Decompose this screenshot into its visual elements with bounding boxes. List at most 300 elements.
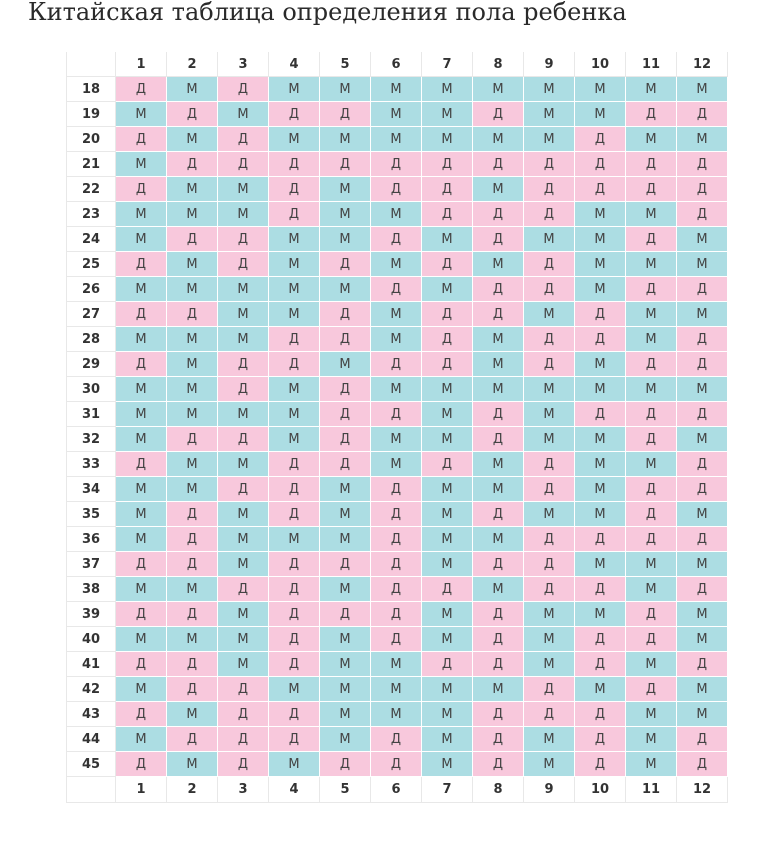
table-row	[66, 652, 728, 677]
month-footer: 3	[218, 777, 269, 803]
girl-cell: Д	[320, 602, 371, 627]
girl-cell: Д	[116, 652, 167, 677]
boy-cell: М	[371, 302, 422, 327]
boy-cell: М	[218, 552, 269, 577]
girl-cell: Д	[422, 177, 473, 202]
table-row	[66, 702, 728, 727]
boy-cell: М	[473, 352, 524, 377]
month-footer: 2	[167, 777, 218, 803]
girl-cell: Д	[320, 152, 371, 177]
girl-cell: Д	[269, 102, 320, 127]
girl-cell: Д	[167, 677, 218, 702]
girl-cell: Д	[269, 502, 320, 527]
boy-cell: М	[218, 102, 269, 127]
boy-cell: М	[269, 277, 320, 302]
table-row	[66, 152, 728, 177]
boy-cell: М	[422, 727, 473, 752]
age-cell: 43	[66, 702, 116, 727]
age-cell: 23	[66, 202, 116, 227]
girl-cell: Д	[524, 352, 575, 377]
table-row	[66, 302, 728, 327]
girl-cell: Д	[116, 302, 167, 327]
girl-cell: Д	[677, 277, 728, 302]
month-header: 7	[422, 52, 473, 77]
age-cell: 30	[66, 377, 116, 402]
boy-cell: М	[218, 652, 269, 677]
boy-cell: М	[116, 227, 167, 252]
girl-cell: Д	[626, 352, 677, 377]
month-header: 2	[167, 52, 218, 77]
girl-cell: Д	[626, 502, 677, 527]
boy-cell: М	[626, 652, 677, 677]
boy-cell: М	[167, 752, 218, 777]
age-cell: 36	[66, 527, 116, 552]
boy-cell: М	[218, 402, 269, 427]
boy-cell: М	[218, 602, 269, 627]
girl-cell: Д	[320, 302, 371, 327]
table-row	[66, 752, 728, 777]
boy-cell: М	[524, 602, 575, 627]
boy-cell: М	[473, 177, 524, 202]
table-row	[66, 127, 728, 152]
girl-cell: Д	[218, 227, 269, 252]
boy-cell: М	[371, 102, 422, 127]
boy-cell: М	[116, 727, 167, 752]
girl-cell: Д	[473, 427, 524, 452]
girl-cell: Д	[677, 202, 728, 227]
girl-cell: Д	[677, 327, 728, 352]
boy-cell: М	[218, 502, 269, 527]
boy-cell: М	[575, 77, 626, 102]
boy-cell: М	[167, 377, 218, 402]
girl-cell: Д	[371, 752, 422, 777]
girl-cell: Д	[320, 452, 371, 477]
girl-cell: Д	[575, 752, 626, 777]
girl-cell: Д	[626, 477, 677, 502]
girl-cell: Д	[473, 752, 524, 777]
boy-cell: М	[626, 702, 677, 727]
boy-cell: М	[371, 452, 422, 477]
girl-cell: Д	[524, 152, 575, 177]
girl-cell: Д	[167, 427, 218, 452]
table-row	[66, 102, 728, 127]
boy-cell: М	[116, 202, 167, 227]
boy-cell: М	[575, 102, 626, 127]
boy-cell: М	[116, 527, 167, 552]
boy-cell: М	[422, 477, 473, 502]
boy-cell: М	[116, 627, 167, 652]
month-footer: 5	[320, 777, 371, 803]
girl-cell: Д	[524, 327, 575, 352]
girl-cell: Д	[371, 277, 422, 302]
girl-cell: Д	[473, 652, 524, 677]
table-row	[66, 577, 728, 602]
boy-cell: М	[320, 577, 371, 602]
boy-cell: М	[524, 502, 575, 527]
girl-cell: Д	[116, 552, 167, 577]
girl-cell: Д	[677, 527, 728, 552]
boy-cell: М	[218, 177, 269, 202]
boy-cell: М	[677, 627, 728, 652]
girl-cell: Д	[371, 352, 422, 377]
girl-cell: Д	[218, 577, 269, 602]
girl-cell: Д	[269, 327, 320, 352]
boy-cell: М	[575, 477, 626, 502]
girl-cell: Д	[524, 552, 575, 577]
girl-cell: Д	[116, 352, 167, 377]
table-row	[66, 377, 728, 402]
girl-cell: Д	[167, 302, 218, 327]
age-cell: 38	[66, 577, 116, 602]
boy-cell: М	[575, 252, 626, 277]
age-cell: 34	[66, 477, 116, 502]
boy-cell: М	[167, 702, 218, 727]
girl-cell: Д	[116, 177, 167, 202]
girl-cell: Д	[473, 202, 524, 227]
boy-cell: М	[320, 677, 371, 702]
table-row	[66, 202, 728, 227]
girl-cell: Д	[371, 502, 422, 527]
girl-cell: Д	[422, 152, 473, 177]
girl-cell: Д	[626, 677, 677, 702]
table-row	[66, 602, 728, 627]
table-row	[66, 677, 728, 702]
boy-cell: М	[320, 127, 371, 152]
month-footer: 10	[575, 777, 626, 803]
boy-cell: М	[167, 277, 218, 302]
boy-cell: М	[626, 752, 677, 777]
boy-cell: М	[575, 202, 626, 227]
age-cell: 42	[66, 677, 116, 702]
girl-cell: Д	[422, 202, 473, 227]
boy-cell: М	[575, 277, 626, 302]
boy-cell: М	[371, 77, 422, 102]
girl-cell: Д	[473, 702, 524, 727]
month-header: 4	[269, 52, 320, 77]
month-header: 8	[473, 52, 524, 77]
girl-cell: Д	[677, 452, 728, 477]
boy-cell: М	[473, 377, 524, 402]
page-title: Китайская таблица определения пола ребенка	[28, 0, 627, 26]
boy-cell: М	[575, 227, 626, 252]
girl-cell: Д	[524, 277, 575, 302]
boy-cell: М	[626, 202, 677, 227]
age-cell: 21	[66, 152, 116, 177]
girl-cell: Д	[677, 477, 728, 502]
girl-cell: Д	[167, 227, 218, 252]
month-footer: 9	[524, 777, 575, 803]
boy-cell: М	[677, 127, 728, 152]
corner-cell	[66, 777, 116, 803]
girl-cell: Д	[218, 252, 269, 277]
table-row	[66, 277, 728, 302]
boy-cell: М	[473, 127, 524, 152]
boy-cell: М	[167, 177, 218, 202]
boy-cell: М	[677, 77, 728, 102]
girl-cell: Д	[677, 402, 728, 427]
girl-cell: Д	[677, 352, 728, 377]
month-footer: 11	[626, 777, 677, 803]
table-row	[66, 627, 728, 652]
boy-cell: М	[371, 652, 422, 677]
boy-cell: М	[320, 702, 371, 727]
boy-cell: М	[422, 127, 473, 152]
boy-cell: М	[422, 627, 473, 652]
girl-cell: Д	[524, 202, 575, 227]
boy-cell: М	[320, 352, 371, 377]
boy-cell: М	[626, 302, 677, 327]
boy-cell: М	[524, 302, 575, 327]
girl-cell: Д	[422, 252, 473, 277]
boy-cell: М	[473, 77, 524, 102]
boy-cell: М	[626, 727, 677, 752]
boy-cell: М	[575, 552, 626, 577]
boy-cell: М	[524, 127, 575, 152]
boy-cell: М	[422, 602, 473, 627]
girl-cell: Д	[269, 602, 320, 627]
boy-cell: М	[422, 677, 473, 702]
boy-cell: М	[218, 627, 269, 652]
month-header-row	[66, 52, 728, 77]
girl-cell: Д	[320, 402, 371, 427]
table-row	[66, 527, 728, 552]
table-row	[66, 552, 728, 577]
girl-cell: Д	[218, 727, 269, 752]
boy-cell: М	[524, 402, 575, 427]
girl-cell: Д	[422, 652, 473, 677]
girl-cell: Д	[269, 352, 320, 377]
age-cell: 18	[66, 77, 116, 102]
girl-cell: Д	[524, 527, 575, 552]
boy-cell: М	[422, 527, 473, 552]
boy-cell: М	[218, 202, 269, 227]
boy-cell: М	[320, 77, 371, 102]
boy-cell: М	[422, 502, 473, 527]
girl-cell: Д	[473, 152, 524, 177]
girl-cell: Д	[371, 552, 422, 577]
table-footer	[66, 777, 728, 803]
girl-cell: Д	[524, 677, 575, 702]
boy-cell: М	[575, 602, 626, 627]
boy-cell: М	[269, 127, 320, 152]
month-header: 11	[626, 52, 677, 77]
boy-cell: М	[473, 327, 524, 352]
girl-cell: Д	[473, 227, 524, 252]
girl-cell: Д	[626, 402, 677, 427]
girl-cell: Д	[422, 452, 473, 477]
boy-cell: М	[677, 677, 728, 702]
boy-cell: М	[626, 577, 677, 602]
boy-cell: М	[677, 427, 728, 452]
boy-cell: М	[371, 377, 422, 402]
girl-cell: Д	[677, 152, 728, 177]
age-cell: 26	[66, 277, 116, 302]
girl-cell: Д	[473, 277, 524, 302]
age-cell: 24	[66, 227, 116, 252]
boy-cell: М	[677, 552, 728, 577]
girl-cell: Д	[320, 102, 371, 127]
girl-cell: Д	[218, 352, 269, 377]
girl-cell: Д	[575, 402, 626, 427]
boy-cell: М	[269, 227, 320, 252]
boy-cell: М	[677, 702, 728, 727]
girl-cell: Д	[218, 152, 269, 177]
boy-cell: М	[575, 452, 626, 477]
girl-cell: Д	[626, 277, 677, 302]
boy-cell: М	[116, 327, 167, 352]
girl-cell: Д	[473, 727, 524, 752]
boy-cell: М	[371, 427, 422, 452]
month-footer: 12	[677, 777, 728, 803]
boy-cell: М	[422, 102, 473, 127]
boy-cell: М	[575, 677, 626, 702]
table-row	[66, 477, 728, 502]
girl-cell: Д	[320, 752, 371, 777]
girl-cell: Д	[218, 702, 269, 727]
table-row	[66, 352, 728, 377]
boy-cell: М	[167, 127, 218, 152]
girl-cell: Д	[473, 627, 524, 652]
boy-cell: М	[320, 652, 371, 677]
girl-cell: Д	[575, 152, 626, 177]
boy-cell: М	[422, 377, 473, 402]
girl-cell: Д	[677, 577, 728, 602]
girl-cell: Д	[371, 602, 422, 627]
table-row	[66, 727, 728, 752]
girl-cell: Д	[269, 727, 320, 752]
month-header: 3	[218, 52, 269, 77]
girl-cell: Д	[524, 252, 575, 277]
boy-cell: М	[524, 102, 575, 127]
boy-cell: М	[218, 452, 269, 477]
age-cell: 22	[66, 177, 116, 202]
boy-cell: М	[677, 377, 728, 402]
girl-cell: Д	[677, 102, 728, 127]
boy-cell: М	[320, 227, 371, 252]
boy-cell: М	[167, 202, 218, 227]
boy-cell: М	[269, 402, 320, 427]
boy-cell: М	[269, 527, 320, 552]
boy-cell: М	[677, 602, 728, 627]
boy-cell: М	[626, 552, 677, 577]
boy-cell: М	[167, 577, 218, 602]
girl-cell: Д	[218, 127, 269, 152]
age-cell: 35	[66, 502, 116, 527]
girl-cell: Д	[167, 552, 218, 577]
girl-cell: Д	[269, 177, 320, 202]
table-row	[66, 402, 728, 427]
girl-cell: Д	[422, 302, 473, 327]
girl-cell: Д	[524, 702, 575, 727]
girl-cell: Д	[371, 627, 422, 652]
table-header	[66, 52, 728, 77]
girl-cell: Д	[575, 177, 626, 202]
boy-cell: М	[116, 277, 167, 302]
boy-cell: М	[320, 727, 371, 752]
boy-cell: М	[371, 127, 422, 152]
gender-table	[66, 52, 728, 803]
girl-cell: Д	[626, 427, 677, 452]
girl-cell: Д	[116, 452, 167, 477]
boy-cell: М	[116, 152, 167, 177]
girl-cell: Д	[575, 652, 626, 677]
month-header: 6	[371, 52, 422, 77]
table-row	[66, 502, 728, 527]
boy-cell: М	[524, 752, 575, 777]
girl-cell: Д	[371, 477, 422, 502]
age-cell: 45	[66, 752, 116, 777]
girl-cell: Д	[677, 727, 728, 752]
boy-cell: М	[677, 502, 728, 527]
boy-cell: М	[371, 702, 422, 727]
girl-cell: Д	[218, 77, 269, 102]
boy-cell: М	[473, 252, 524, 277]
girl-cell: Д	[167, 727, 218, 752]
girl-cell: Д	[677, 752, 728, 777]
corner-cell	[66, 52, 116, 77]
girl-cell: Д	[320, 427, 371, 452]
age-cell: 40	[66, 627, 116, 652]
girl-cell: Д	[677, 652, 728, 677]
boy-cell: М	[371, 252, 422, 277]
girl-cell: Д	[218, 477, 269, 502]
age-cell: 19	[66, 102, 116, 127]
table-row	[66, 327, 728, 352]
boy-cell: М	[473, 527, 524, 552]
girl-cell: Д	[269, 652, 320, 677]
girl-cell: Д	[575, 577, 626, 602]
boy-cell: М	[320, 527, 371, 552]
girl-cell: Д	[167, 602, 218, 627]
girl-cell: Д	[167, 527, 218, 552]
boy-cell: М	[167, 477, 218, 502]
boy-cell: М	[626, 127, 677, 152]
table-body	[66, 77, 728, 777]
boy-cell: М	[320, 277, 371, 302]
boy-cell: М	[116, 402, 167, 427]
girl-cell: Д	[626, 627, 677, 652]
boy-cell: М	[524, 227, 575, 252]
boy-cell: М	[626, 327, 677, 352]
boy-cell: М	[575, 427, 626, 452]
boy-cell: М	[422, 752, 473, 777]
boy-cell: М	[167, 452, 218, 477]
girl-cell: Д	[524, 577, 575, 602]
boy-cell: М	[524, 77, 575, 102]
girl-cell: Д	[218, 427, 269, 452]
boy-cell: М	[167, 252, 218, 277]
month-footer: 7	[422, 777, 473, 803]
girl-cell: Д	[371, 227, 422, 252]
boy-cell: М	[626, 252, 677, 277]
girl-cell: Д	[473, 552, 524, 577]
girl-cell: Д	[269, 202, 320, 227]
girl-cell: Д	[473, 602, 524, 627]
boy-cell: М	[269, 252, 320, 277]
boy-cell: М	[626, 77, 677, 102]
boy-cell: М	[677, 302, 728, 327]
girl-cell: Д	[269, 452, 320, 477]
boy-cell: М	[116, 477, 167, 502]
girl-cell: Д	[371, 727, 422, 752]
girl-cell: Д	[320, 327, 371, 352]
boy-cell: М	[320, 627, 371, 652]
boy-cell: М	[422, 402, 473, 427]
boy-cell: М	[473, 677, 524, 702]
girl-cell: Д	[269, 152, 320, 177]
age-cell: 32	[66, 427, 116, 452]
boy-cell: М	[422, 77, 473, 102]
